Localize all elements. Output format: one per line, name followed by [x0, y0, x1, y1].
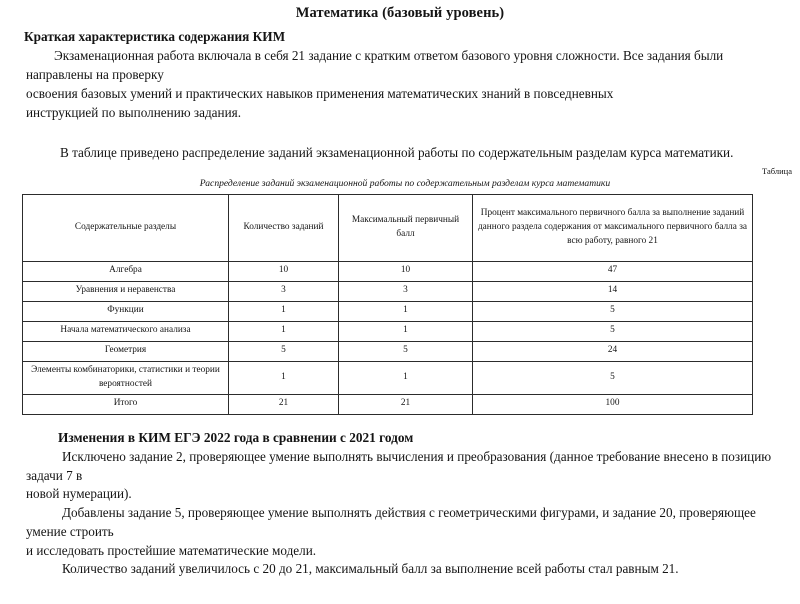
table-row — [23, 301, 753, 321]
changes-paragraph-2-line-2: и исследовать простейшие математические модели. — [26, 542, 317, 558]
cell-percent: 5 — [473, 321, 753, 341]
intro-paragraph-line-3: инструкцией по выполнению задания. — [26, 104, 242, 120]
column-header-count: Количество заданий — [229, 194, 339, 261]
distribution-table — [22, 194, 753, 415]
cell-count: 1 — [229, 301, 339, 321]
cell-count: 3 — [229, 281, 339, 301]
document-page — [0, 4, 800, 604]
cell-max-score: 1 — [339, 321, 473, 341]
changes-section — [0, 429, 800, 579]
cell-percent: 24 — [473, 341, 753, 361]
table-label: Таблица — [762, 165, 792, 176]
changes-heading: Изменения в КИМ ЕГЭ 2022 года в сравнении с 2021 годом — [58, 429, 414, 445]
table-row — [23, 281, 753, 301]
table-header-row — [23, 194, 753, 261]
cell-percent: 14 — [473, 281, 753, 301]
cell-section: Начала математического анализа — [23, 321, 229, 341]
cell-percent: 5 — [473, 361, 753, 394]
table-caption: Распределение заданий экзаменационной работы по содержательным разделам курса математики — [199, 178, 611, 190]
table-body — [23, 261, 753, 414]
column-header-percent: Процент максимального первичного балла за выполнение заданий данного раздела содержания от максимального первичного балла за всю работу, равного 21 — [473, 194, 753, 261]
cell-section: Геометрия — [23, 341, 229, 361]
changes-paragraph-3: Количество заданий увеличилось с 20 до 21, максимальный балл за выполнение всей работы стал равным 21. — [62, 561, 679, 577]
cell-percent: 5 — [473, 301, 753, 321]
document-title: Математика (базовый уровень) — [295, 5, 505, 21]
table-row — [23, 341, 753, 361]
table-row — [23, 261, 753, 281]
cell-count: 5 — [229, 341, 339, 361]
changes-paragraph-1-line-1: Исключено задание 2, проверяющее умение выполнять вычисления и преобразования (данное требование внесено в позицию задачи 7 в — [26, 448, 772, 483]
cell-count: 1 — [229, 321, 339, 341]
table-header — [23, 194, 753, 261]
cell-count: 10 — [229, 261, 339, 281]
cell-max-score: 21 — [339, 394, 473, 414]
changes-paragraph-2-line-1: Добавлены задание 5, проверяющее умение выполнять действия с геометрическими фигурами, и задание 20, проверяющее умение строить — [26, 505, 756, 539]
cell-section: Алгебра — [23, 261, 229, 281]
section-heading-kim-summary: Краткая характеристика содержания КИМ — [24, 29, 286, 45]
cell-section: Итого — [23, 394, 229, 414]
intro-paragraph-line-2: освоения базовых умений и практических навыков применения математических знаний в повседневных — [26, 85, 614, 101]
cell-section: Уравнения и неравенства — [23, 281, 229, 301]
cell-section: Функции — [23, 301, 229, 321]
column-header-max-score: Максимальный первичный балл — [339, 194, 473, 261]
changes-paragraph-1-line-2: новой нумерации). — [26, 486, 132, 502]
cell-max-score: 1 — [339, 361, 473, 394]
table-row — [23, 361, 753, 394]
table-intro-text: В таблице приведено распределение заданий экзаменационной работы по содержательным разделам курса математики. — [60, 145, 734, 161]
cell-section: Элементы комбинаторики, статистики и теории вероятностей — [23, 361, 229, 394]
cell-percent: 100 — [473, 394, 753, 414]
cell-max-score: 5 — [339, 341, 473, 361]
column-header-section: Содержательные разделы — [23, 194, 229, 261]
cell-max-score: 1 — [339, 301, 473, 321]
spacer — [0, 122, 800, 144]
table-row-total — [23, 394, 753, 414]
cell-max-score: 3 — [339, 281, 473, 301]
intro-paragraph-line-1: Экзаменационная работа включала в себя 21 задание с кратким ответом базового уровня сложности. Все задания были направлены на проверку — [26, 48, 724, 83]
cell-count: 21 — [229, 394, 339, 414]
table-row — [23, 321, 753, 341]
cell-max-score: 10 — [339, 261, 473, 281]
cell-percent: 47 — [473, 261, 753, 281]
cell-count: 1 — [229, 361, 339, 394]
